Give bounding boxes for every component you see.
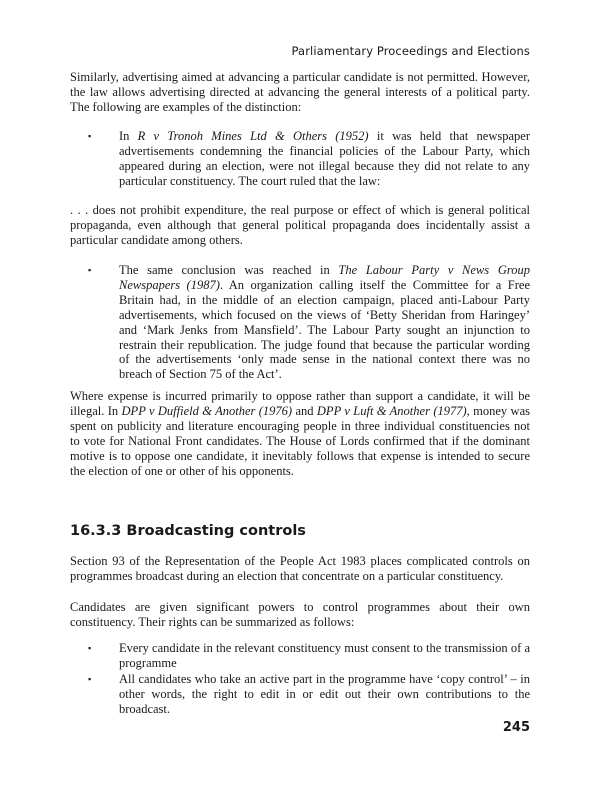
block-quote: . . . does not prohibit expenditure, the real purpose or effect of which is general political propaganda, even although that general political propaganda does incidentally assist a particular candidate among others. (70, 203, 530, 247)
para-text-pre: Where expense is incurred primarily to oppose rather than support a candidate, it will be illegal. In (70, 389, 530, 418)
bullet-text-post: it was held that newspaper advertisements condemning the financial policies of the Labour Party, which appeared during an election, were not illegal because they did not relate to any particular constituency. The court ruled that the law: (119, 129, 530, 188)
bullet-text-pre: In (119, 129, 138, 143)
bullet-labour-party (119, 263, 530, 382)
bullet-marker: ▪ (88, 265, 92, 275)
bullet-tronoh (119, 129, 530, 189)
section93-paragraph: Section 93 of the Representation of the People Act 1983 places complicated controls on programmes broadcast during an election that concentrate on a particular constituency. (70, 554, 530, 583)
case-citation: The Labour Party v News Group Newspapers (1987) (119, 263, 531, 292)
bullet-copy-control: All candidates who take an active part in the programme have ‘copy control’ – in other words, the right to edit in or edit out their own contributions to the broadcast. (119, 672, 530, 716)
para-text-post: money was spent on publicity and literature encouraging people in three individual constituencies not to vote for National Front candidates. The House of Lords confirmed that if the dominant motive is to oppose one candidate, it inevitably follows that expense is intended to secure the election of one or other of his opponents. (70, 403, 530, 478)
case-citation: DPP v Duffield & Another (1976) (121, 403, 293, 418)
bullet-text-post: . An organization calling itself the Committee for a Free Britain had, in the middle of an election campaign, placed anti-Labour Party advertisements, which focused on the views of ‘Betty Sheridan from Haringey’ and ‘Mark Jenks from Mansfield’. The Labour Party sought an injunction to restrain their republication. The judge found that because the particular wording of the advertisements ‘only made sense in the national context there was no breach of Section 75 of the Act’. (119, 277, 530, 382)
running-header: Parliamentary Proceedings and Elections (291, 44, 530, 58)
bullet-marker: ▪ (88, 643, 92, 653)
expense-paragraph (70, 389, 530, 478)
bullet-consent: Every candidate in the relevant constituency must consent to the transmission of a programme (119, 641, 530, 670)
intro-paragraph: Similarly, advertising aimed at advancing a particular candidate is not permitted. However, the law allows advertising directed at advancing the general interests of a political party. The following are examples of the distinction: (70, 70, 530, 114)
para-text-mid: and (292, 403, 317, 418)
bullet-marker: ▪ (88, 674, 92, 684)
bullet-text-pre: The same conclusion was reached in (119, 263, 339, 277)
page-number: 245 (502, 720, 530, 735)
case-citation: R v Tronoh Mines Ltd & Others (1952) (137, 129, 369, 143)
case-citation: DPP v Luft & Another (1977), (316, 403, 470, 418)
bullet-marker: ▪ (88, 131, 92, 141)
section-heading: 16.3.3 Broadcasting controls (70, 523, 306, 539)
candidates-paragraph: Candidates are given significant powers to control programmes about their own constituency. Their rights can be summarized as follows: (70, 600, 530, 629)
